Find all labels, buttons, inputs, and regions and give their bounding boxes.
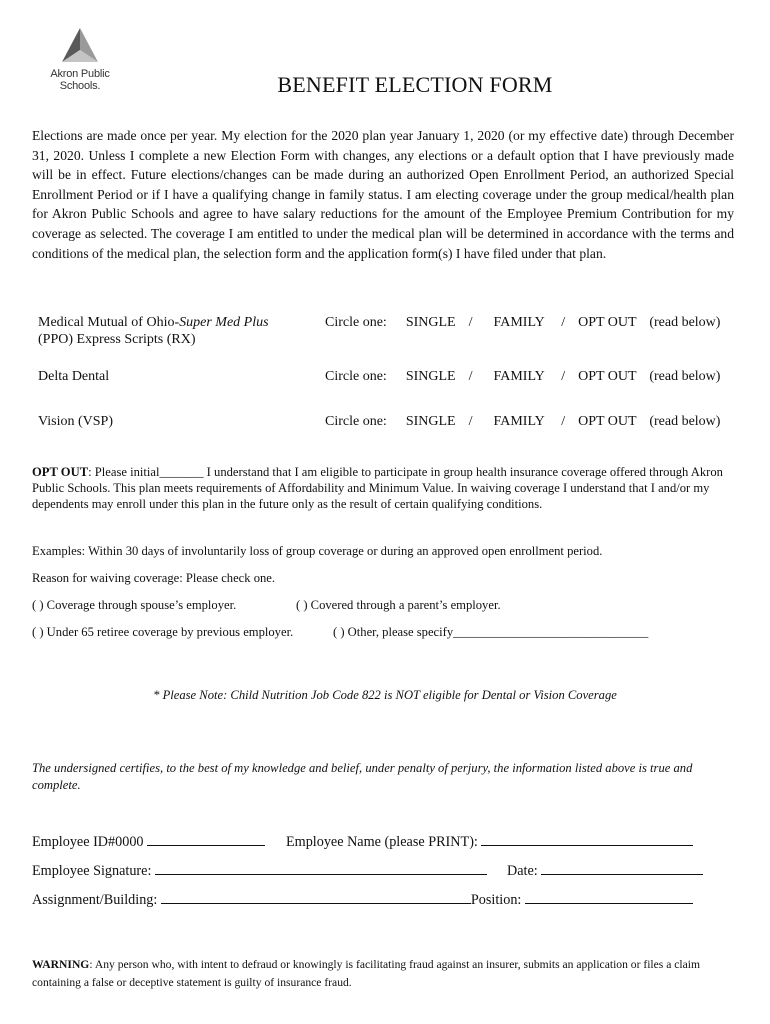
assignment-field[interactable] — [161, 889, 471, 904]
logo-mountain-icon — [62, 28, 98, 62]
plan-name-prefix: Vision (VSP) — [38, 414, 114, 429]
plan-options-vision — [325, 413, 720, 430]
option-read-below: (read below) — [649, 414, 721, 429]
certification-statement: The undersigned certifies, to the best of my knowledge and belief, under penalty of perjury, the information listed above is true and complete. — [32, 761, 693, 792]
plan-name-prefix: Delta Dental — [38, 369, 110, 384]
option-separator: / — [561, 315, 566, 330]
intro-paragraph: Elections are made once per year. My election for the 2020 plan year January 1, 2020 (or my effective date) through December 31, 2020. Unless I complete a new Election Form with changes, any elections or a default option that I have previously made will be in effect. Future elections/changes can be made during an authorized Open Enrollment Period, an authorized Special Enrollment Period or if I have a qualifying change in family status. I am electing coverage under the group medical/health plan for Akron Public Schools and agree to have salary reductions for the amount of the Employee Premium Contribution for my coverage as selected. The coverage I am entitled to under the medical plan will be determined in accordance with the terms and conditions of the medical plan, the selection form and the application form(s) I have filed under that plan. — [32, 128, 734, 261]
option-single[interactable]: SINGLE — [405, 414, 456, 429]
warning-label: WARNING — [32, 958, 90, 971]
date-row — [507, 860, 703, 880]
plan-options-dental — [325, 368, 720, 385]
option-separator: / — [468, 414, 473, 429]
employee-id-field[interactable] — [147, 831, 265, 846]
option-single[interactable]: SINGLE — [405, 369, 456, 384]
plan-name-prefix: Medical Mutual of Ohio- — [38, 315, 180, 330]
option-separator: / — [561, 414, 566, 429]
waiver-option-spouse[interactable]: ( ) Coverage through spouse’s employer. — [32, 598, 237, 612]
opt-out-paragraph — [32, 464, 738, 513]
option-separator: / — [468, 369, 473, 384]
logo-line2: Schools. — [59, 80, 101, 92]
opt-out-reason: Reason for waiving coverage: Please check one. — [32, 571, 276, 585]
circle-label: Circle one: — [325, 315, 387, 330]
option-read-below: (read below) — [649, 369, 721, 384]
plan-name-dental — [38, 368, 308, 385]
opt-out-text: : Please initial_______ I understand that I am eligible to participate in group health insurance coverage offered through Akron Public Schools. This plan meets requirements of Affordability and Minimum Value. In waiving coverage I understand that I and/or my dependents may enroll under this plan in the future only as the result of certain qualifying conditions. — [32, 465, 723, 512]
employee-name-row — [286, 831, 693, 851]
assignment-label: Assignment/Building: — [32, 892, 158, 908]
option-opt-out[interactable]: OPT OUT — [578, 414, 637, 429]
option-separator: / — [561, 369, 566, 384]
plan-name-line2: (PPO) Express Scripts (RX) — [38, 332, 196, 347]
option-family[interactable]: FAMILY — [493, 369, 545, 384]
option-opt-out[interactable]: OPT OUT — [578, 315, 637, 330]
waiver-option-retiree[interactable]: ( ) Under 65 retiree coverage by previous employer. — [32, 625, 294, 639]
assignment-row — [32, 889, 693, 909]
position-field[interactable] — [525, 889, 693, 904]
position-label: Position: — [470, 892, 522, 908]
waiver-option-parent[interactable]: ( ) Covered through a parent’s employer. — [296, 598, 501, 612]
plan-name-italic: Super Med Plus — [179, 315, 269, 330]
child-nutrition-note: * Please Note: Child Nutrition Job Code 822 is NOT eligible for Dental or Vision Coverage — [153, 688, 617, 702]
date-field[interactable] — [541, 860, 703, 875]
opt-out-examples: Examples: Within 30 days of involuntarily loss of group coverage or during an approved open enrollment period. — [32, 544, 603, 558]
circle-label: Circle one: — [325, 369, 387, 384]
signature-row — [32, 860, 487, 880]
plan-name-vision — [38, 413, 308, 430]
option-read-below: (read below) — [649, 315, 721, 330]
employee-name-field[interactable] — [481, 831, 693, 846]
employee-id-row — [32, 831, 265, 851]
date-label: Date: — [507, 863, 538, 879]
option-single[interactable]: SINGLE — [405, 315, 456, 330]
option-opt-out[interactable]: OPT OUT — [578, 369, 637, 384]
signature-field[interactable] — [155, 860, 487, 875]
opt-out-label: OPT OUT — [32, 465, 89, 479]
employee-name-label: Employee Name (please PRINT): — [286, 834, 478, 850]
plan-options-medical — [325, 314, 720, 331]
signature-label: Employee Signature: — [32, 863, 152, 879]
warning-text: : Any person who, with intent to defraud or knowingly is facilitating fraud against an insurer, submits an application or files a claim containing a false or deceptive statement is guilty of insurance fraud. — [32, 958, 700, 989]
logo-line1: Akron Public — [50, 68, 110, 80]
employee-id-label: Employee ID#0000 — [32, 834, 144, 850]
option-separator: / — [468, 315, 473, 330]
plan-name-medical — [38, 314, 308, 348]
fraud-warning — [32, 956, 738, 992]
circle-label: Circle one: — [325, 414, 387, 429]
option-family[interactable]: FAMILY — [493, 315, 545, 330]
waiver-option-other[interactable]: ( ) Other, please specify_______________________________ — [333, 625, 649, 639]
option-family[interactable]: FAMILY — [493, 414, 545, 429]
page-title: BENEFIT ELECTION FORM — [277, 72, 553, 97]
